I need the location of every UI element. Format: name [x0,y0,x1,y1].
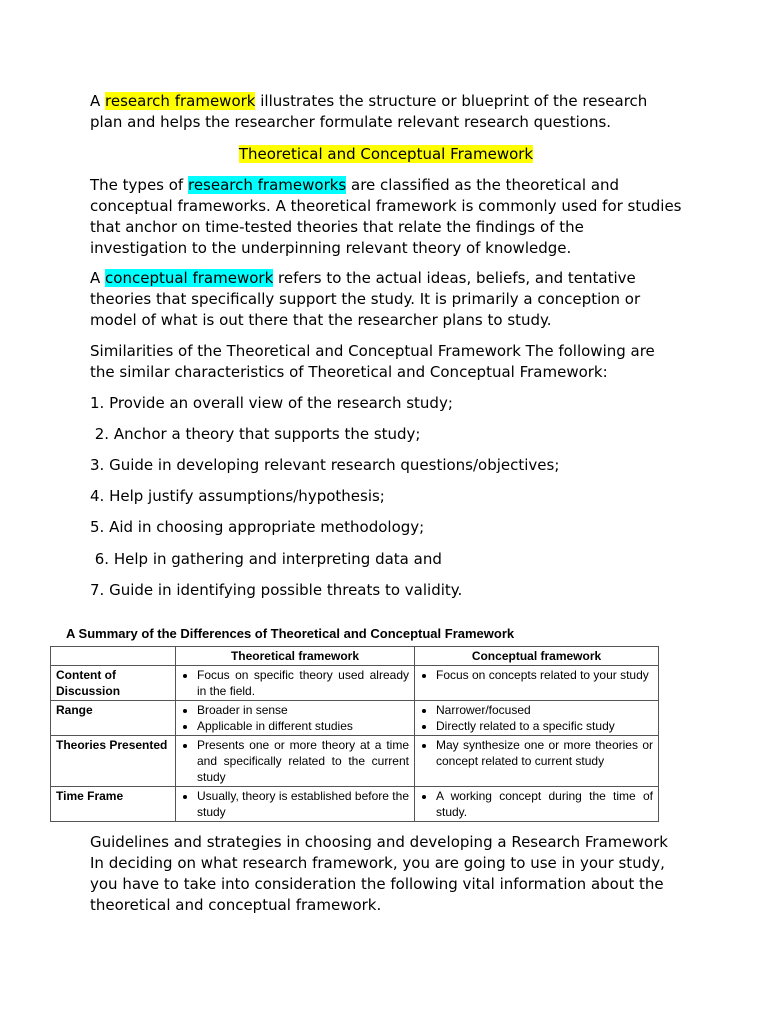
theoretical-cell [176,666,415,701]
section-heading [90,144,682,165]
table-row [51,787,659,822]
paragraph-similarities: Similarities of the Theoretical and Conceptual Framework The following are the similar characteristics of Theoretical and Conceptual Framework: [90,342,655,381]
table-row [51,701,659,736]
cell-bullet: • Narrower/focused [436,702,653,718]
table-header-theoretical: Theoretical framework [176,647,415,666]
cell-bullet: • Applicable in different studies [197,718,409,734]
table-row [51,666,659,701]
list-item-2: 2. Anchor a theory that supports the study; [90,425,421,443]
cell-bullet: • Usually, theory is established before the study [197,788,409,820]
table-title: A Summary of the Differences of Theoretical and Conceptual Framework [66,626,515,641]
row-label: Range [51,701,176,736]
table-header-empty [51,647,176,666]
cell-bullet: • Presents one or more theory at a time and specifically related to the current study [197,737,409,785]
highlight-research-framework: research framework [105,92,256,110]
list-item-3: 3. Guide in developing relevant research questions/objectives; [90,456,560,474]
table-header-row [51,647,659,666]
row-label: Content of Discussion [51,666,176,701]
conceptual-cell [415,701,659,736]
theoretical-cell [176,787,415,822]
heading-highlight: Theoretical and Conceptual Framework [238,145,534,163]
text-run: illustrates the structure or blueprint of the research plan and helps the researcher formulate relevant research questions. [90,92,648,131]
theoretical-cell [176,701,415,736]
table-row [51,736,659,787]
paragraph-intro [90,91,682,133]
table-header-conceptual: Conceptual framework [415,647,659,666]
list-item-1: 1. Provide an overall view of the research study; [90,394,453,412]
row-label: Theories Presented [51,736,176,787]
theoretical-cell [176,736,415,787]
list-item-4: 4. Help justify assumptions/hypothesis; [90,487,385,505]
highlight-conceptual-framework: conceptual framework [105,269,274,287]
paragraph-guidelines: Guidelines and strategies in choosing and developing a Research Framework In deciding on what research framework, you are going to use in your study, you have to take into consideration the following vital information about the theoretical and conceptual framework. [90,833,668,914]
cell-bullet: • Broader in sense [197,702,409,718]
conceptual-cell [415,736,659,787]
cell-bullet: • Focus on concepts related to your study [436,667,653,683]
row-label: Time Frame [51,787,176,822]
list-item-6: 6. Help in gathering and interpreting data and [90,550,442,568]
text-run: A [90,269,106,287]
conceptual-cell [415,666,659,701]
summary-table [50,646,659,822]
summary-table-figure [50,626,660,822]
conceptual-cell [415,787,659,822]
cell-bullet: • A working concept during the time of study. [436,788,653,820]
cell-bullet: • Focus on specific theory used already in the field. [197,667,409,699]
text-run: The types of [90,176,188,194]
text-run: A [90,92,106,110]
cell-bullet: • Directly related to a specific study [436,718,653,734]
text-run: refers to the actual ideas, beliefs, and tentative theories that specifically support the study. It is primarily a conception or model of what is out there that the researcher plans to study. [90,269,641,329]
cell-bullet: • May synthesize one or more theories or concept related to current study [436,737,653,769]
list-item-7: 7. Guide in identifying possible threats to validity. [90,581,463,599]
list-item-5: 5. Aid in choosing appropriate methodology; [90,518,425,536]
text-run: are classified as the theoretical and conceptual frameworks. A theoretical framework is commonly used for studies that anchor on time-tested theories that relate the findings of the investigation to the underpinning relevant theory of knowledge. [90,176,682,257]
paragraph-conceptual [90,268,682,331]
highlight-research-frameworks: research frameworks [187,176,347,194]
paragraph-types [90,175,682,259]
